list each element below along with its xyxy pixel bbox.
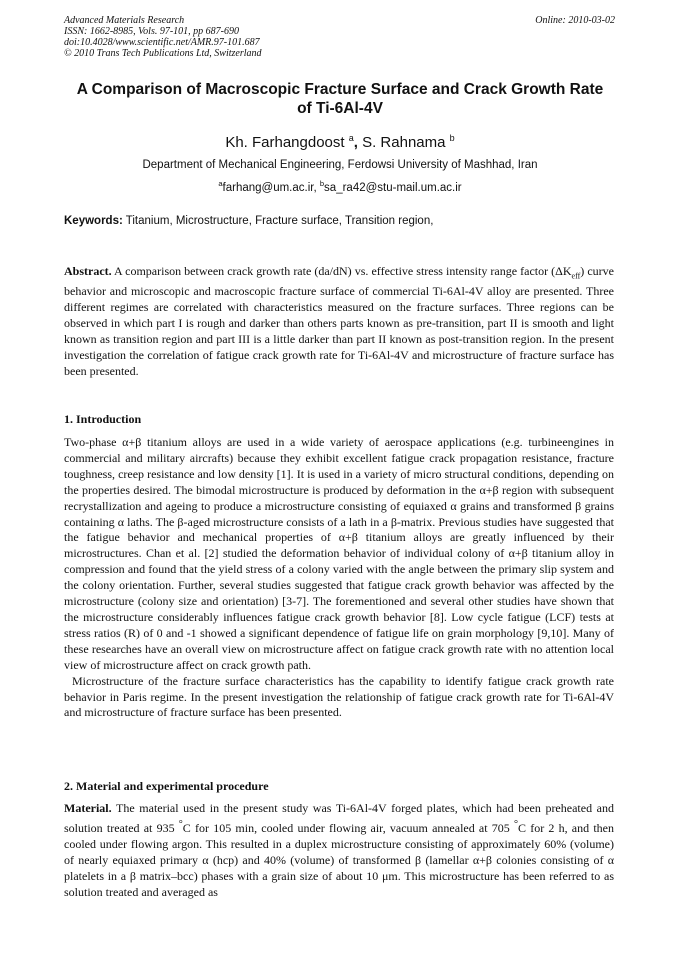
material-text-3: C for 2 h, and then cooled under flowing argon. This resulted in a duplex microstructure consisting of approximately 60% (volume) of nearly equiaxed primary α (hcp) and 40% (volume) of transformed β (lamellar α+β colonies consisting of α platelets in a β matrix–bcc) phases with a grain size of about 10 μm. This microstructure has been referred to as solution treated and averaged as [64,820,614,899]
material-text-2: C for 105 min, cooled under flowing air, vacuum annealed at 705 [182,820,514,835]
affiliation: Department of Mechanical Engineering, Ferdowsi University of Mashhad, Iran [142,159,538,171]
title-line-2: of Ti-6Al-4V [297,100,383,117]
material-text-1: The material used in the present study was Ti-6Al-4V forged plates, which had been preheated and solution treated at 935 [64,801,614,835]
title-line-1: A Comparison of Macroscopic Fracture Surface and Crack Growth Rate [76,81,604,98]
issn-line: ISSN: 1662-8985, Vols. 97-101, pp 687-690 [64,26,239,37]
email-a-mark: a [218,179,223,188]
intro-paragraph-1: Two-phase α+β titanium alloys are used in a wide variety of aerospace applications (e.g. turbineengines in commercial and military aircrafts) because they exhibit excellent fatigue crack propagation resistance, fracture toughness, creep resistance and low density [1]. It is used in a variety of micro structural conditions, depending on the properties desired. The bimodal microstructure is produced by deformation in the α+β region with subsequent recrystallization and ageing to produce a microstructure consisting of equiaxed α grains and transformed β grains containing α laths. The β-aged microstructure consists of a lath in a β-matrix. Previous studies have suggested that the fatigue behavior and mechanical properties of α+β titanium alloys are greatly influenced by their microstructures. Chan et al. [2] studied the deformation behavior of individual colony of α+β titanium alloy in compression and found that the yield stress of a colony varied with the angle between the primary slip system and the colony orientation. Further, several studies suggested that fatigue crack growth behavior was affected by the microstructure (colony size and orientation) [3-7]. The forementioned and several other studies have shown that the microstructure considerably influences fatigue crack growth behavior [8]. Low cycle fatigue (LCF) tests at stress ratios (R) of 0 and -1 showed a significant dependence of fatigue life on grain morphology [9,10]. Many of these researches have an overall view on microstructure affect on fatigue crack growth rate with no attention local view of microstructure affect on crack growth path. [64,435,614,672]
abstract-subscript: eff [571,271,581,281]
material-label: Material. [64,801,112,815]
email-b-mark: b [319,179,325,188]
abstract [64,264,614,380]
material-paragraph [64,801,614,900]
author-separator: , [353,134,363,151]
degree-mark-2: ° [514,818,518,830]
section-1-heading: 1. Introduction [64,412,142,426]
author-1: Kh. Farhangdoost [225,134,345,151]
material-section [64,801,614,900]
authors [60,133,620,151]
abstract-text-1: A comparison between crack growth rate (da/dN) vs. effective stress intensity range factor (ΔK [111,264,572,278]
keywords [64,215,433,227]
email-a: farhang@um.ac.ir, [222,181,320,194]
author-2: S. Rahnama [362,134,446,151]
keywords-label: Keywords: [64,215,123,227]
author-2-affil-mark: b [449,133,455,143]
keywords-text: Titanium, Microstructure, Fracture surface, Transition region, [122,215,434,227]
copyright-line: © 2010 Trans Tech Publications Ltd, Switzerland [64,48,262,59]
intro-paragraph-2: Microstructure of the fracture surface characteristics has the capability to identify fatigue crack growth rate behavior in Paris regime. In the present investigation the relationship of fatigue crack growth rate for Ti-6Al-4V and microstructure of fracture surface has been presented. [64,673,614,720]
emails [60,179,620,194]
degree-mark-1: ° [178,818,183,830]
doi-line: doi:10.4028/www.scientific.net/AMR.97-101.687 [64,37,260,48]
paper-title [60,80,620,118]
journal-header [64,15,262,59]
section-2-heading: 2. Material and experimental procedure [64,779,269,793]
author-1-affil-mark: a [348,133,354,143]
online-date: Online: 2010-03-02 [535,15,615,26]
abstract-paragraph [64,264,614,380]
abstract-text-2: ) curve behavior and microscopic and macroscopic fracture surface of commercial Ti-6Al-4V alloy are presented. Three different regimes are correlated with characteristics measured on the fracture surfaces. Three regions can be observed in which part I is rough and darker than others parts known as pre-transition, part II is smooth and light known as transition region and part III is a little darker than part II known as post-transition region. In the present investigation the correlation of fatigue crack growth rate for Ti-6Al-4V and microstructure of fracture surface has been presented. [64,264,614,378]
journal-name: Advanced Materials Research [64,15,185,26]
email-b: sa_ra42@stu-mail.um.ac.ir [324,181,462,194]
abstract-label: Abstract. [64,264,112,278]
introduction [64,435,614,721]
